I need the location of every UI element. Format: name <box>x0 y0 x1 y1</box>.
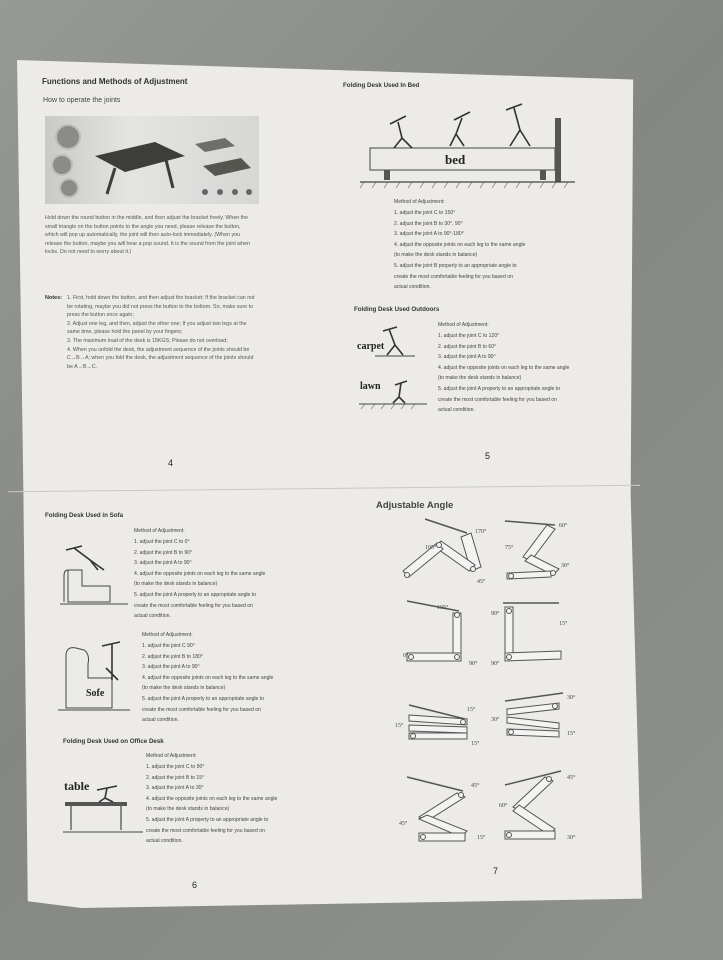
outdoor-section-title: Folding Desk Used Outdoors <box>354 306 440 313</box>
angle-label: 0° <box>403 653 409 659</box>
sofa2-steps-list: 1. adjust the joint C 90° 2. adjust the joint B to 180° 3. adjust the joint A to 90° 4. adjust the opposite joints on each leg to the same angle (to make the desk stands in balance) 5. adjust the joint A properly to an appropriate angle to create the most comfortable feeling for you based on actual condition. <box>142 643 274 724</box>
office-method-title: Method of Adjustment: <box>146 753 197 759</box>
adjustable-angle-diagrams <box>395 515 595 845</box>
angle-label: 30° <box>567 695 576 701</box>
bed-illustration <box>360 100 580 190</box>
angle-label: 105° <box>425 545 437 551</box>
angle-label: 15° <box>395 723 404 729</box>
angle-label: 90° <box>491 661 500 667</box>
desk-product-illustration <box>45 116 259 204</box>
angle-label: 15° <box>471 741 480 747</box>
joint-operation-photo <box>45 116 259 204</box>
angle-label: 15° <box>559 621 568 627</box>
page-number-4: 4 <box>168 458 174 468</box>
sofa-illustration-2 <box>58 640 134 716</box>
angle-label: 45° <box>567 775 576 781</box>
angle-label: 105° <box>437 605 449 611</box>
sofa1-steps-list: 1. adjust the joint C to 0° 2. adjust the joint B to 90° 3. adjust the joint A to 90° 4. adjust the opposite joints on each leg to the same angle (to make the desk stands in balance) 5. adjust the joint A properly to an appropriate angle to create the most comfortable feeling for you based on actual condition. <box>134 539 266 620</box>
sofa-label: Sofe <box>86 688 105 699</box>
angle-label: 90° <box>491 611 500 617</box>
table-label: table <box>64 779 90 793</box>
angle-label: 60° <box>559 523 568 529</box>
carpet-label: carpet <box>357 341 385 352</box>
angle-label: 170° <box>475 529 487 535</box>
page-number-6: 6 <box>192 880 198 890</box>
page-number-5: 5 <box>485 451 491 461</box>
angle-label: 30° <box>567 835 576 841</box>
outdoor-method-title: Method of Adjustment: <box>438 322 489 328</box>
page4-title: Functions and Methods of Adjustment <box>42 77 188 86</box>
angle-label: 45° <box>477 579 486 585</box>
lawn-label: lawn <box>360 381 381 392</box>
office-steps-list: 1. adjust the joint C to 90° 2. adjust the joint B to 15° 3. adjust the joint A to 30° 4. adjust the opposite joints on each leg to the same angle (to make the desk stands in balance) 5. adjust the joint A property to an appropriate angle to create the most comfortable feeling for you based on actual condition. <box>146 764 278 845</box>
angle-label: 15° <box>467 707 476 713</box>
angle-label: 45° <box>471 783 480 789</box>
angle-label: 15° <box>567 731 576 737</box>
bed-steps-list: 1. adjust the joint C to 150° 2. adjust the joint B to 30°, 90° 3. adjust the joint A to 90°-180° 4. adjust the opposite joints on each leg to the same angle (to make the desk stands in balance) 5. adjust the joint B properly to an appropriate angle to create the most comfortable feeling for you based on actual condition. <box>394 210 526 291</box>
sofa-section-title: Folding Desk Used in Sofa <box>45 512 124 519</box>
sofa2-method-title: Method of Adjustment: <box>142 632 193 638</box>
angle-label: 15° <box>477 835 486 841</box>
angle-label: 90° <box>469 661 478 667</box>
notes-label: Notes: <box>45 295 63 301</box>
page7-title: Adjustable Angle <box>376 500 454 511</box>
notes-list: 1. First, hold down the button, and then adjust the bracket; If the bracket can not be rotating, maybe you did not press the button to the bottom. So, make sure to press the button once again; 2. Adjust one leg, and then, adjust the other one; If you adjust two legs at the same time, please hold the panel by your fingers; 3. The maximum load of the desk is 15KGS; Please do not overload; 4. When you unfold the desk, the adjustment sequence of the joints should be C→B→A; when you fold the desk, the adjustment sequence of the joints should be A→B→C. <box>67 295 255 370</box>
bed-label: bed <box>445 152 466 167</box>
angle-label: 75° <box>505 545 514 551</box>
angle-label: 30° <box>561 563 570 569</box>
angle-label: 45° <box>399 821 408 827</box>
outdoor-illustration <box>355 325 435 415</box>
office-section-title: Folding Desk Used on Office Desk <box>63 738 164 745</box>
bed-section-title: Folding Desk Used In Bed <box>343 82 420 89</box>
angle-label: 30° <box>491 717 500 723</box>
page4-subtitle: How to operate the joints <box>43 97 121 104</box>
sofa1-method-title: Method of Adjustment: <box>134 528 185 534</box>
page-number-7: 7 <box>493 866 499 876</box>
sofa-illustration-1 <box>60 540 132 610</box>
outdoor-steps-list: 1. adjust the joint C to 120° 2. adjust the joint B to 60° 3. adjust the joint A to 90° 4. adjust the opposite joints on each leg to the same angle (to make the desk stands in balance) 5. adjust the joint A properly to an appropriate angle to create the most comfortable feeling for you based on actual condition. <box>438 333 570 414</box>
page4-body-paragraph: Hold down the round button in the middle, and then adjust the bracket freely. When the small triangle on the button points to the angle you need, please release the button, which will pop up automatically, the joint will then auto-lock immediately. (When you release the button, maybe you will hear a pop sound. It is the sound from the joint when locks. Do not need to worry about it.) <box>45 215 250 256</box>
angle-label: 60° <box>499 803 508 809</box>
bed-method-title: Method of Adjustment: <box>394 199 445 205</box>
